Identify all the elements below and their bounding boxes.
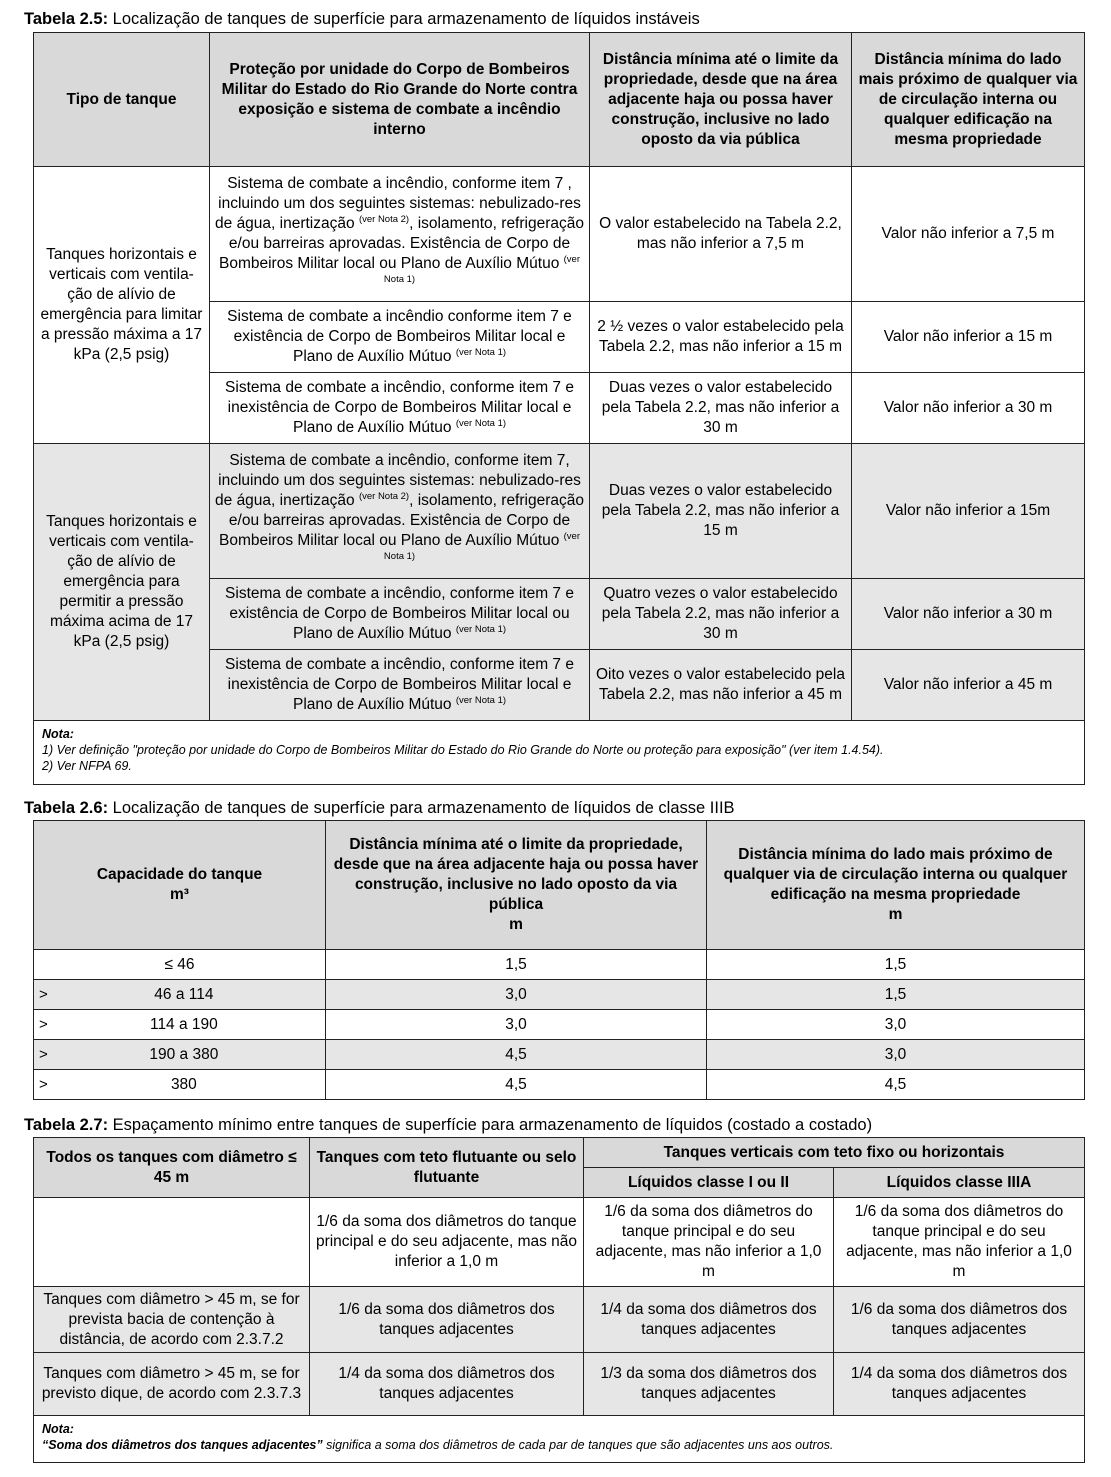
t27-row3-flutuante: 1/4 da soma dos diâmetros dos tanques adjacentes	[310, 1353, 584, 1416]
t26-row1-capacidade: ≤ 46	[34, 950, 326, 980]
t26-row4-limite: 4,5	[326, 1040, 707, 1070]
t27-row3-tipo: Tanques com diâmetro > 45 m, se for previsto dique, de acordo com 2.3.7.3	[34, 1353, 310, 1416]
t25-g2r1-via: Valor não inferior a 15m	[852, 444, 1085, 579]
t25-g1r1-protecao: Sistema de combate a incêndio, conforme item 7 , incluindo um dos seguintes sistemas: nebulizado-res de água, inertização $^{(ver Nota 2)}$, isolamento, refrigeração e/ou barreiras aprovadas. Existência de Corpo de Bombeiros Militar local ou Plano de Auxílio Mútuo $^{(ver Nota 1)}$	[210, 167, 590, 302]
t26-row2-capacidade: > 46 a 114	[34, 980, 326, 1010]
table-2-6	[33, 820, 1085, 1100]
t27-header-todos: Todos os tanques com diâmetro ≤ 45 m	[34, 1138, 310, 1198]
t27-row2-c12: 1/4 da soma dos diâmetros dos tanques adjacentes	[584, 1287, 834, 1353]
t27-header-verticais: Tanques verticais com teto fixo ou horizontais	[584, 1138, 1085, 1168]
t26-row3-via: 3,0	[707, 1010, 1085, 1040]
table-2-5-caption: Tabela 2.5: Localização de tanques de superfície para armazenamento de líquidos instáveis	[24, 10, 700, 28]
t25-g2r3-via: Valor não inferior a 45 m	[852, 650, 1085, 721]
t25-group1-tipo: Tanques horizontais e verticais com ventila-ção de alívio de emergência para limitar a pressão máxima a 17 kPa (2,5 psig)	[34, 167, 210, 444]
t26-row3-limite: 3,0	[326, 1010, 707, 1040]
t27-row2-tipo: Tanques com diâmetro > 45 m, se for prevista bacia de contenção à distância, de acordo com 2.3.7.2	[34, 1287, 310, 1353]
t26-row3-capacidade: > 114 a 190	[34, 1010, 326, 1040]
t27-row1-tipo	[34, 1198, 310, 1287]
t25-g1r3-protecao: Sistema de combate a incêndio, conforme item 7 e inexistência de Corpo de Bombeiros Militar local e Plano de Auxílio Mútuo $^{(ver Nota 1)}$	[210, 373, 590, 444]
t25-g2r1-protecao: Sistema de combate a incêndio, conforme item 7, incluindo um dos seguintes sistemas: nebulizado-res de água, inertização $^{(ver Nota 2)}$, isolamento, refrigeração e/ou barreiras aprovadas. Existência de Corpo de Bombeiros Militar local ou Plano de Auxílio Mútuo $^{(ver Nota 1)}$	[210, 444, 590, 579]
t25-header-protecao: Proteção por unidade do Corpo de Bombeiros Militar do Estado do Rio Grande do Norte contra exposição e sistema de combate a incêndio interno	[210, 33, 590, 167]
t25-g1r2-protecao: Sistema de combate a incêndio conforme item 7 e existência de Corpo de Bombeiros Militar local e Plano de Auxílio Mútuo $^{(ver Nota 1)}$	[210, 302, 590, 373]
t26-row2-via: 1,5	[707, 980, 1085, 1010]
t25-header-via: Distância mínima do lado mais próximo de qualquer via de circulação interna ou qualquer edificação na mesma propriedade	[852, 33, 1085, 167]
t26-row1-limite: 1,5	[326, 950, 707, 980]
t27-row2-c3a: 1/6 da soma dos diâmetros dos tanques adjacentes	[834, 1287, 1085, 1353]
table-2-7-caption: Tabela 2.7: Espaçamento mínimo entre tanques de superfície para armazenamento de líquidos (costado a costado)	[24, 1116, 873, 1134]
t26-header-capacidade: Capacidade do tanque m³	[34, 821, 326, 950]
t26-row2-limite: 3,0	[326, 980, 707, 1010]
t26-row4-via: 3,0	[707, 1040, 1085, 1070]
t25-g1r2-limite: 2 ½ vezes o valor estabelecido pela Tabela 2.2, mas não inferior a 15 m	[590, 302, 852, 373]
t26-row1-via: 1,5	[707, 950, 1085, 980]
t26-header-via: Distância mínima do lado mais próximo de qualquer via de circulação interna ou qualquer edificação na mesma propriedade m	[707, 821, 1085, 950]
t25-g2r1-limite: Duas vezes o valor estabelecido pela Tabela 2.2, mas não inferior a 15 m	[590, 444, 852, 579]
t26-row5-capacidade: > 380	[34, 1070, 326, 1100]
t27-row1-c12: 1/6 da soma dos diâmetros do tanque principal e do seu adjacente, mas não inferior a 1,0 m	[584, 1198, 834, 1287]
t25-header-tipo: Tipo de tanque	[34, 33, 210, 167]
t26-row4-capacidade: > 190 a 380	[34, 1040, 326, 1070]
t26-header-limite: Distância mínima até o limite da propriedade, desde que na área adjacente haja ou possa haver construção, inclusive no lado oposto da via pública m	[326, 821, 707, 950]
table-2-7	[33, 1137, 1085, 1463]
t25-g2r2-protecao: Sistema de combate a incêndio, conforme item 7 e existência de Corpo de Bombeiros Militar local ou Plano de Auxílio Mútuo $^{(ver Nota 1)}$	[210, 579, 590, 650]
t25-g2r3-protecao: Sistema de combate a incêndio, conforme item 7 e inexistência de Corpo de Bombeiros Militar local e Plano de Auxílio Mútuo $^{(ver Nota 1)}$	[210, 650, 590, 721]
t26-row5-via: 4,5	[707, 1070, 1085, 1100]
table-2-6-caption: Tabela 2.6: Localização de tanques de superfície para armazenamento de líquidos de classe IIIB	[24, 799, 735, 817]
t27-row2-flutuante: 1/6 da soma dos diâmetros dos tanques adjacentes	[310, 1287, 584, 1353]
t27-row3-c3a: 1/4 da soma dos diâmetros dos tanques adjacentes	[834, 1353, 1085, 1416]
t25-g1r1-via: Valor não inferior a 7,5 m	[852, 167, 1085, 302]
t27-row1-c3a: 1/6 da soma dos diâmetros do tanque principal e do seu adjacente, mas não inferior a 1,0 m	[834, 1198, 1085, 1287]
t25-g1r3-limite: Duas vezes o valor estabelecido pela Tabela 2.2, mas não inferior a 30 m	[590, 373, 852, 444]
t25-g1r3-via: Valor não inferior a 30 m	[852, 373, 1085, 444]
t27-nota: Nota: “Soma dos diâmetros dos tanques adjacentes” significa a soma dos diâmetros de cada par de tanques que são adjacentes uns aos outros.	[34, 1416, 1085, 1463]
t25-g2r2-via: Valor não inferior a 30 m	[852, 579, 1085, 650]
table-2-5	[33, 32, 1085, 785]
t25-g2r2-limite: Quatro vezes o valor estabelecido pela Tabela 2.2, mas não inferior a 30 m	[590, 579, 852, 650]
t25-g1r2-via: Valor não inferior a 15 m	[852, 302, 1085, 373]
t25-header-limite: Distância mínima até o limite da propriedade, desde que na área adjacente haja ou possa haver construção, inclusive no lado oposto da via pública	[590, 33, 852, 167]
t27-row3-c12: 1/3 da soma dos diâmetros dos tanques adjacentes	[584, 1353, 834, 1416]
t27-row1-flutuante: 1/6 da soma dos diâmetros do tanque principal e do seu adjacente, mas não inferior a 1,0 m	[310, 1198, 584, 1287]
t27-header-flutuante: Tanques com teto flutuante ou selo flutuante	[310, 1138, 584, 1198]
t25-g1r1-limite: O valor estabelecido na Tabela 2.2, mas não inferior a 7,5 m	[590, 167, 852, 302]
t25-nota: Nota: 1) Ver definição "proteção por unidade do Corpo de Bombeiros Militar do Estado do Rio Grande do Norte ou proteção para exposição" (ver item 1.4.54). 2) Ver NFPA 69.	[34, 721, 1085, 785]
t27-header-classe-1-2: Líquidos classe I ou II	[584, 1168, 834, 1198]
t25-group2-tipo: Tanques horizontais e verticais com ventila-ção de alívio de emergência para permitir a pressão máxima acima de 17 kPa (2,5 psig)	[34, 444, 210, 721]
t27-header-classe-3a: Líquidos classe IIIA	[834, 1168, 1085, 1198]
t26-row5-limite: 4,5	[326, 1070, 707, 1100]
t25-g2r3-limite: Oito vezes o valor estabelecido pela Tabela 2.2, mas não inferior a 45 m	[590, 650, 852, 721]
